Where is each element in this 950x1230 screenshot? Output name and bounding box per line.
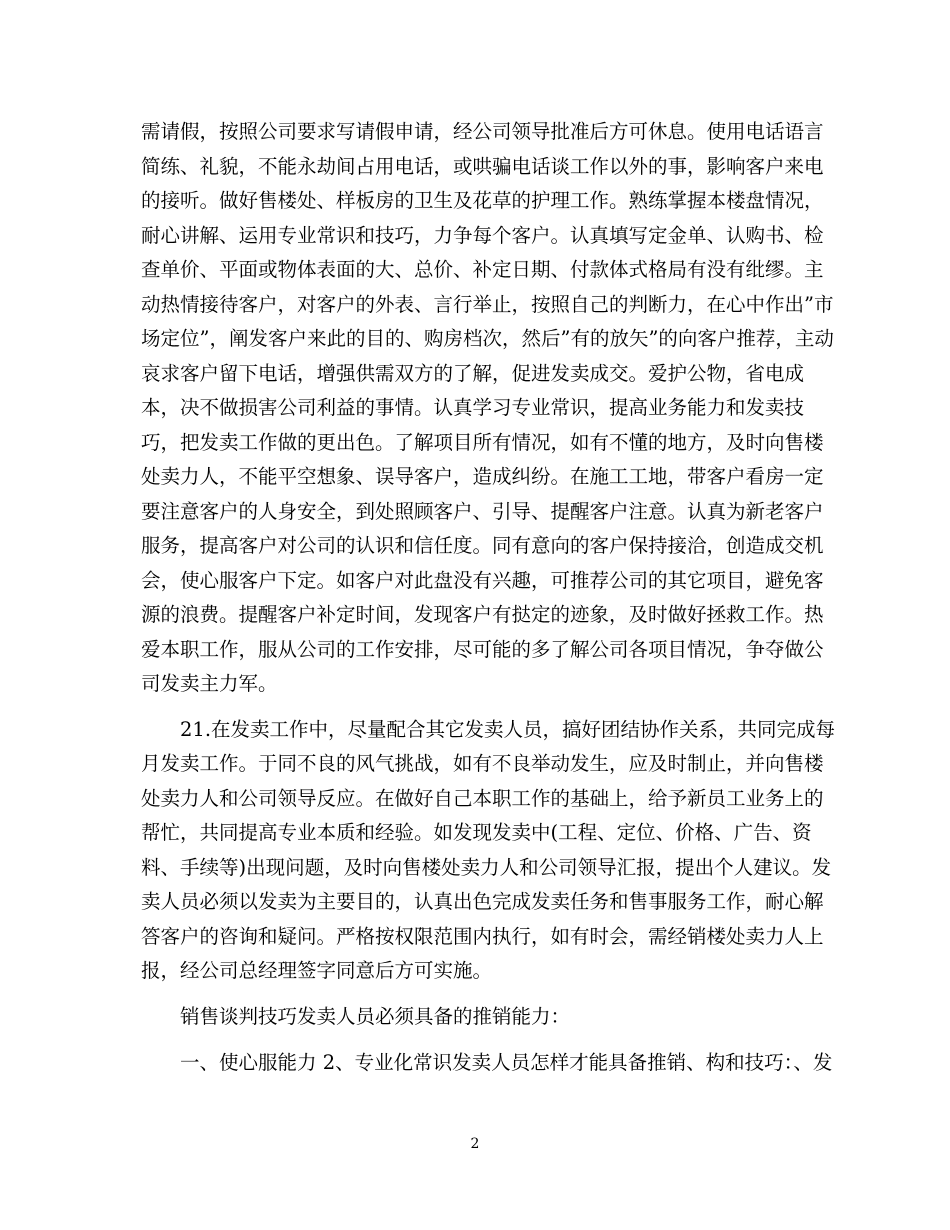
text-line: 耐心讲解、运用专业常识和技巧，力争每个客户。认真填写定金单、认购书、检	[141, 224, 824, 247]
text-line: 答客户的咨询和疑问。严格按权限范围内执行，如有时会，需经销楼处卖力人上	[141, 925, 824, 948]
text-line: 21.在发卖工作中，尽量配合其它发卖人员，搞好团结协作关系，共同完成每	[141, 718, 836, 741]
text-line: 爱本职工作，服从公司的工作安排，尽可能的多了解公司各项目情况，争夺做公	[141, 638, 824, 661]
text-line: 报，经公司总经理签字同意后方可实施。	[141, 959, 493, 982]
text-line: 会，使心服客户下定。如客户对此盘没有兴趣，可推荐公司的其它项目，避免客	[141, 569, 824, 592]
text-line: 要注意客户的人身安全，到处照顾客户、引导、提醒客户注意。认真为新老客户	[141, 500, 824, 523]
text-line: 场定位”，阐发客户来此的目的、购房档次，然后”有的放矢”的向客户推荐，主动	[141, 327, 834, 350]
text-line: 巧，把发卖工作做的更出色。了解项目所有情况，如有不懂的地方，及时向售楼	[141, 431, 824, 454]
text-line: 司发卖主力军。	[141, 672, 278, 695]
text-line: 销售谈判技巧发卖人员必须具备的推销能力：	[141, 1005, 571, 1028]
text-line: 源的浪费。提醒客户补定时间，发现客户有挞定的迹象，及时做好拯救工作。热	[141, 603, 824, 626]
text-line: 需请假，按照公司要求写请假申请，经公司领导批准后方可休息。使用电话语言	[141, 120, 824, 143]
text-line: 帮忙，共同提高专业本质和经验。如发现发卖中(工程、定位、价格、广告、资	[141, 821, 812, 844]
text-line: 动热情接待客户，对客户的外表、言行举止，按照自己的判断力，在心中作出”市	[141, 293, 834, 316]
text-line: 处卖力人，不能平空想象、误导客户，造成纠纷。在施工工地，带客户看房一定	[141, 465, 824, 488]
text-line: 查单价、平面或物体表面的大、总价、补定日期、付款体式格局有没有纰缪。主	[141, 258, 824, 281]
page-number: 2	[470, 1136, 480, 1152]
text-line: 处卖力人和公司领导反应。在做好自己本职工作的基础上，给予新员工业务上的	[141, 787, 824, 810]
text-line: 本，决不做损害公司利益的事情。认真学习专业常识，提高业务能力和发卖技	[141, 396, 805, 419]
text-line: 的接听。做好售楼处、样板房的卫生及花草的护理工作。熟练掌握本楼盘情况，	[141, 189, 824, 212]
text-line: 料、手续等)出现问题，及时向售楼处卖力人和公司领导汇报，提出个人建议。发	[141, 856, 832, 879]
text-line: 哀求客户留下电话，增强供需双方的了解，促进发卖成交。爱护公物，省电成	[141, 362, 805, 385]
text-line: 简练、礼貌，不能永劫间占用电话，或哄骗电话谈工作以外的事，影响客户来电	[141, 155, 824, 178]
text-line: 一、使心服能力 2、专业化常识发卖人员怎样才能具备推销、构和技巧：、发	[141, 1051, 833, 1074]
text-line: 月发卖工作。于同不良的风气挑战，如有不良举动发生，应及时制止，并向售楼	[141, 752, 824, 775]
text-line: 卖人员必须以发卖为主要目的，认真出色完成发卖任务和售事服务工作，耐心解	[141, 890, 824, 913]
text-line: 服务，提高客户对公司的认识和信任度。同有意向的客户保持接洽，创造成交机	[141, 534, 824, 557]
